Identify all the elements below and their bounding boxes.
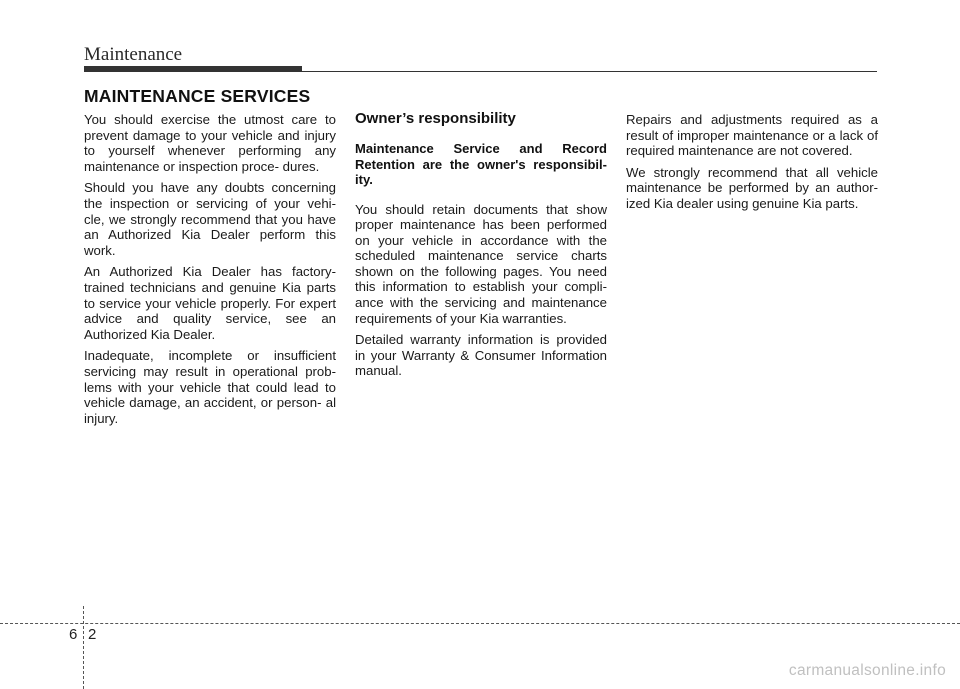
header-rule-thin: [302, 71, 877, 72]
column-1: [84, 112, 336, 432]
footer-dashed-rule: [0, 623, 960, 624]
footer-vertical-dashed-rule: [83, 606, 84, 689]
page-number: 2: [88, 626, 97, 643]
col1-paragraph: You should exercise the utmost care to prevent damage to your vehicle and injury to yourself whenever performing any maintenance or inspection proce- dures.: [84, 112, 336, 174]
col1-paragraph: An Authorized Kia Dealer has factory- trained technicians and genuine Kia parts to service your vehicle properly. For expert advice and quality service, see an Authorized Kia Dealer.: [84, 264, 336, 342]
col2-paragraph: You should retain documents that show proper maintenance has been performed on your vehicle in accordance with the scheduled maintenance service charts shown on the following pages. You need this information to establish your compli- ance with the servicing and maintenance requirements of your Kia warranties.: [355, 201, 607, 326]
header-rule-thick: [84, 66, 302, 72]
column-2: [355, 110, 607, 385]
col1-paragraph: Should you have any doubts concerning the inspection or servicing of your vehi- cle, we strongly recommend that you have an Authorized Kia Dealer perform this work.: [84, 180, 336, 258]
running-head-title: Maintenance: [84, 44, 183, 65]
owners-responsibility-heading: Owner’s responsibility: [355, 110, 516, 127]
record-retention-subheading: Maintenance Service and Record Retention are the owner's responsibil- ity.: [355, 141, 607, 187]
col3-paragraph: We strongly recommend that all vehicle maintenance be performed by an author- ized Kia dealer using genuine Kia parts.: [626, 164, 878, 211]
column-3: [626, 112, 878, 218]
watermark-text: carmanualsonline.info: [788, 662, 946, 679]
section-title: MAINTENANCE SERVICES: [84, 86, 311, 106]
col2-paragraph: Detailed warranty information is provided in your Warranty & Consumer Information manual.: [355, 332, 607, 379]
col3-paragraph: Repairs and adjustments required as a result of improper maintenance or a lack of required maintenance are not covered.: [626, 112, 878, 159]
col1-paragraph: Inadequate, incomplete or insufficient servicing may result in operational prob- lems with your vehicle that could lead to vehicle damage, an accident, or person- al injury.: [84, 348, 336, 426]
section-number: 6: [69, 626, 78, 643]
